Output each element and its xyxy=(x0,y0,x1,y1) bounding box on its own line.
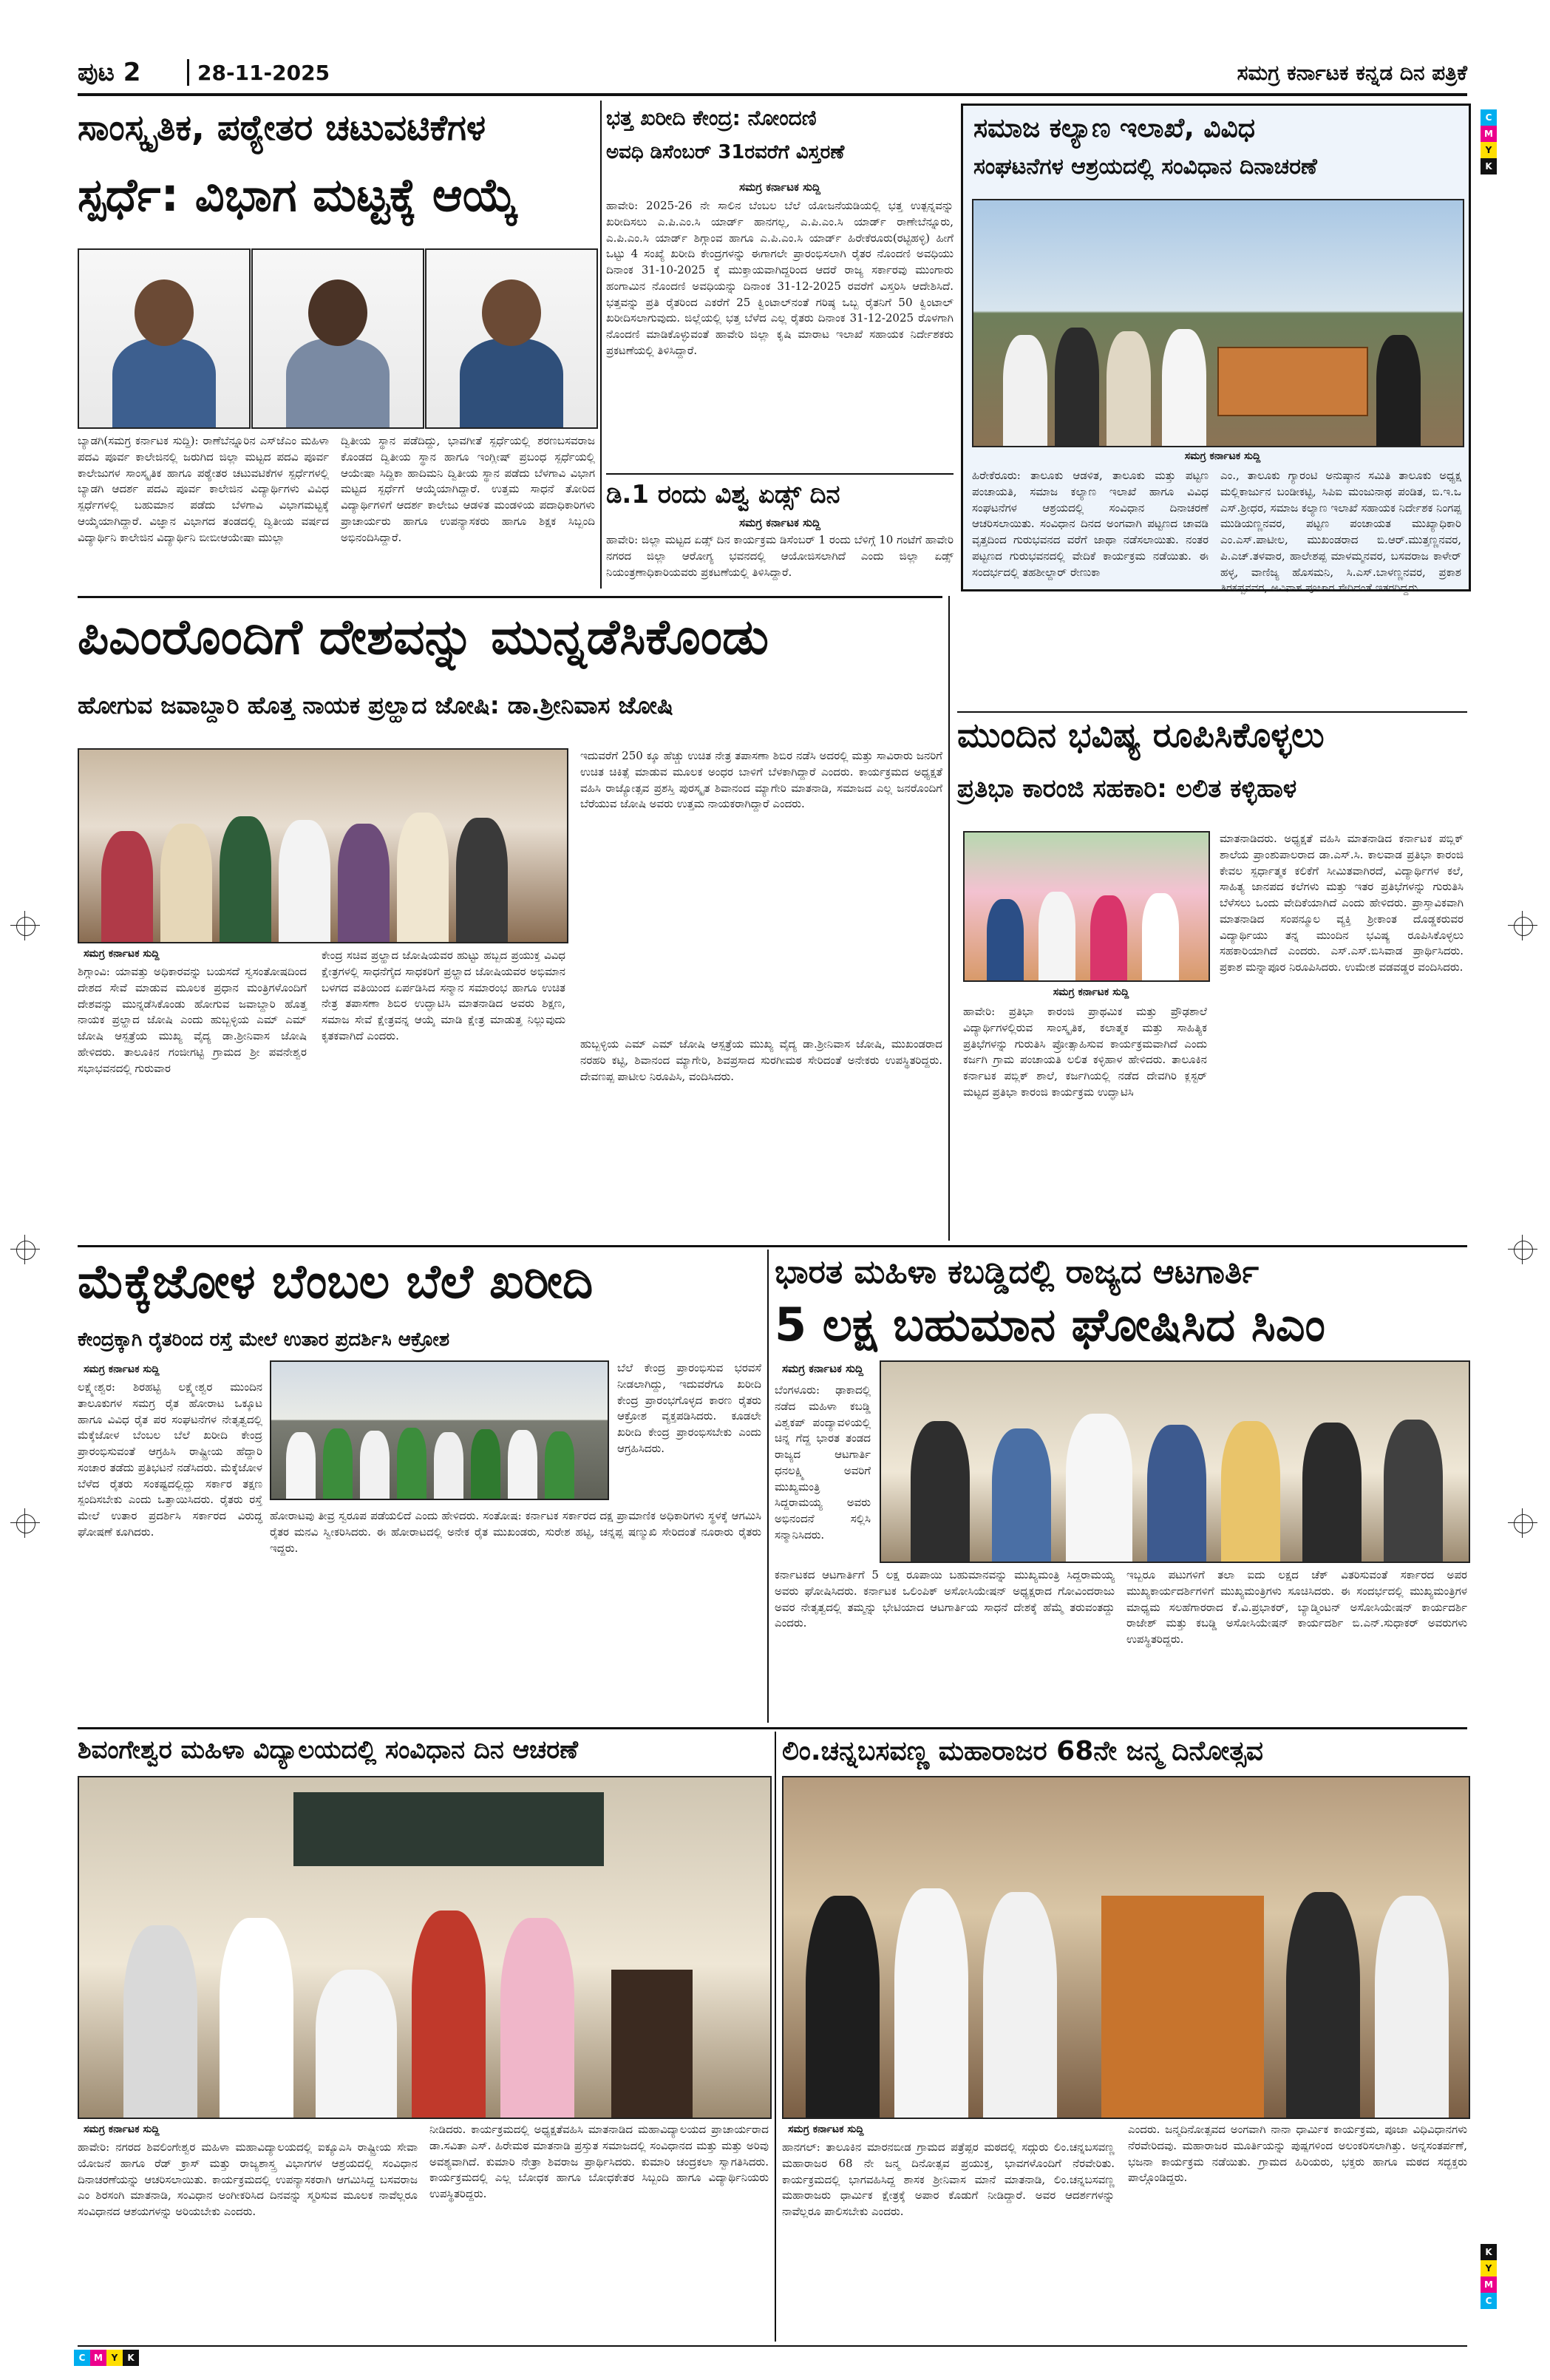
headline: ಮೆಕ್ಕೆಜೋಳ ಬೆಂಬಲ ಬೆಲೆ ಖರೀದಿ xyxy=(78,1255,594,1309)
article-body: ಕೇಂದ್ರ ಸಚಿವ ಪ್ರಲ್ಹಾದ ಜೋಷಿಯವರ ಹುಟ್ಟು ಹಬ್ಬದ ಪ್ರಯುಕ್ತ ವಿವಿಧ ಕ್ಷೇತ್ರಗಳಲ್ಲಿ ಸಾಧನೆಗೈದ ಸಾಧಕರಿಗೆ ಪ್ರಲ್ಹಾದ ಜೋಷಿಯವರ ಅಭಿಮಾನ ಬಳಗದ ವತಿಯಿಂದ ಏರ್ಪಡಿಸಿದ ಸನ್ಮಾನ ಸಮಾರಂಭ ಹಾಗೂ ಉಚಿತ ನೇತ್ರ ತಪಾಸಣಾ ಶಿಬಿರ ಉದ್ಘಾಟಿಸಿ ಮಾತನಾಡಿದ ಅವರು ಶಿಕ್ಷಣ, ಸಮಾಜ ಸೇವೆ ಕ್ಷೇತ್ರವನ್ನ ಆಯ್ಕೆ ಮಾಡಿ ಕ್ಷೇತ್ರ ಮಾಡುತ್ತ ನಿಲ್ಲುವುದು ಕೃತಕವಾಗಿದೆ ಎಂದರು. xyxy=(322,949,565,1042)
cmyk-y: Y xyxy=(106,2350,123,2366)
footer-rule xyxy=(78,2345,1467,2347)
section-rule xyxy=(78,1245,1467,1247)
section-rule xyxy=(957,711,1467,713)
headline: ಲಿಂ.ಚನ್ನಬಸವಣ್ಣ ಮಹಾರಾಜರ 68ನೇ ಜನ್ಮ ದಿನೋತ್ಸವ xyxy=(782,1736,1263,1766)
page-date: 28-11-2025 xyxy=(197,61,330,85)
headline: ಸ್ಪರ್ಧೆ: ವಿಭಾಗ ಮಟ್ಟಕ್ಕೆ ಆಯ್ಕೆ xyxy=(78,168,518,222)
photo-caption: ಸಮಗ್ರ ಕರ್ನಾಟಕ ಸುದ್ದಿ xyxy=(84,948,160,960)
article-body: ಹಾನಗಲ್: ತಾಲೂಕಿನ ಮಾರನಬೀಡ ಗ್ರಾಮದ ಪತ್ರೆಪ್ಪರ ಮಠದಲ್ಲಿ ಸದ್ಗುರು ಲಿಂ.ಚನ್ನಬಸವಣ್ಣ ಮಹಾರಾಜರ 68 ನೇ ಜನ್ಮ ದಿನೋತ್ಸವ ಪ್ರಯುಕ್ತ, ಭಾವಗಳೊಂದಿಗೆ ನೆರವೇರಿತು. ಕಾರ್ಯಕ್ರಮದಲ್ಲಿ ಭಾಗವಹಿಸಿದ್ದ ಶಾಸಕ ಶ್ರೀನಿವಾಸ ಮಾನೆ ಮಾತನಾಡಿ, ಲಿಂ.ಚನ್ನಬಸವಣ್ಣ ಮಹಾರಾಜರು ಧಾರ್ಮಿಕ ಕ್ಷೇತ್ರಕ್ಕೆ ಅಪಾರ ಕೊಡುಗೆ ನೀಡಿದ್ದಾರೆ. ಅವರ ಆದರ್ಶಗಳನ್ನು ನಾವೆಲ್ಲರೂ ಪಾಲಿಸಬೇಕು ಎಂದರು. xyxy=(782,2140,1115,2218)
cmyk-c: C xyxy=(1481,109,1497,126)
article-constitution-day-hirekerur xyxy=(961,104,1471,595)
photo-caption: ಸಮಗ್ರ ಕರ್ನಾಟಕ ಸುದ್ದಿ xyxy=(84,1363,160,1375)
section-rule xyxy=(78,596,942,598)
registration-mark-icon xyxy=(1508,1508,1537,1538)
cmyk-k: K xyxy=(123,2350,139,2366)
article-body: ಬೆಲೆ ಕೇಂದ್ರ ಪ್ರಾರಂಭಿಸುವ ಭರವಸೆ ನೀಡಲಾಗಿದ್ದು, ಇದುವರೆಗೂ ಖರೀದಿ ಕೇಂದ್ರ ಪ್ರಾರಂಭಗೊಳ್ಳದ ಕಾರಣ ರೈತರು ಆಕ್ರೋಶ ವ್ಯಕ್ತಪಡಿಸಿದರು. ಕೂಡಲೇ ಖರೀದಿ ಕೇಂದ್ರ ಪ್ರಾರಂಭಿಸಬೇಕು ಎಂದು ಆಗ್ರಹಿಸಿದರು. xyxy=(617,1361,761,1455)
article-body: ಲಕ್ಷ್ಮೇಶ್ವರ: ಶಿರಹಟ್ಟಿ ಲಕ್ಷ್ಮೇಶ್ವರ ಮುಂದಿನ ತಾಲೂಕುಗಳ ಸಮಗ್ರ ರೈತ ಹೋರಾಟ ಒಕ್ಕೂಟ ಹಾಗೂ ವಿವಿಧ ರೈತ ಪರ ಸಂಘಟನೆಗಳ ನೇತೃತ್ವದಲ್ಲಿ ಮೆಕ್ಕೆಜೋಳ ಬೆಂಬಲ ಬೆಲೆ ಖರೀದಿ ಕೇಂದ್ರ ಪ್ರಾರಂಭಿಸುವಂತೆ ಆಗ್ರಹಿಸಿ ರಾಷ್ಟ್ರೀಯ ಹೆದ್ದಾರಿ ಸಂಚಾರ ತಡೆದು ಪ್ರತಿಭಟನೆ ನಡೆಸಿದರು. ಮೆಕ್ಕೆಜೋಳ ಬೆಳೆದ ರೈತರು ಸಂಕಷ್ಟದಲ್ಲಿದ್ದು ಸರ್ಕಾರ ತಕ್ಷಣ ಸ್ಪಂದಿಸಬೇಕು ಎಂದು ಒತ್ತಾಯಿಸಿದರು. ರೈತರು ರಸ್ತೆ ಮೇಲೆ ಉತಾರ ಪ್ರದರ್ಶಿಸಿ ಸರ್ಕಾರದ ವಿರುದ್ಧ ಘೋಷಣೆ ಕೂಗಿದರು. xyxy=(78,1380,262,1539)
registration-mark-icon xyxy=(1508,911,1537,940)
headline: ಹೋಗುವ ಜವಾಬ್ದಾರಿ ಹೊತ್ತ ನಾಯಕ ಪ್ರಲ್ಹಾದ ಜೋಷಿ: ಡಾ.ಶ್ರೀನಿವಾಸ ಜೋಷಿ xyxy=(78,691,673,719)
headline: ಸಮಾಜ ಕಲ್ಯಾಣ ಇಲಾಖೆ, ವಿವಿಧ xyxy=(973,113,1256,143)
masthead xyxy=(78,56,1467,92)
headline: ಕೇಂದ್ರಕ್ಕಾಗಿ ರೈತರಿಂದ ರಸ್ತೆ ಮೇಲೆ ಉತಾರ ಪ್ರದರ್ಶಿಸಿ ಆಕ್ರೋಶ xyxy=(78,1329,450,1351)
article-body: ಇದುವರೆಗೆ 250 ಕ್ಕೂ ಹೆಚ್ಚು ಉಚಿತ ನೇತ್ರ ತಪಾಸಣಾ ಶಿಬಿರ ನಡೆಸಿ ಅದರಲ್ಲಿ ಮತ್ತು ಸಾವಿರಾರು ಜನರಿಗೆ ಉಚಿತ ಚಿಕಿತ್ಸೆ ಮಾಡುವ ಮೂಲಕ ಅಂಧರ ಬಾಳಿಗೆ ಬೆಳಕಾಗಿದ್ದಾರೆ ಎಂದರು. ಕಾರ್ಯಕ್ರಮದ ಅಧ್ಯಕ್ಷತೆ ವಹಿಸಿ ರಾಜ್ಯೋತ್ಸವ ಪ್ರಶಸ್ತಿ ಪುರಸ್ಕೃತ ಶಿವಾನಂದ ಮ್ಯಾಗೇರಿ ಮಾತನಾಡಿ, ಸಮಾಜದ ಎಲ್ಲ ಜನರೊಂದಿಗೆ ಬೆರೆಯುವ ಜೋಷಿ ಅವರು ಉತ್ತಮ ನಾಯಕರಾಗಿದ್ದಾರೆ ಎಂದರು. xyxy=(580,749,942,811)
cmyk-k: K xyxy=(1481,158,1497,174)
cmyk-m: M xyxy=(1481,126,1497,142)
article-body: ಎಂ., ತಾಲೂಕು ಗ್ಯಾರಂಟಿ ಅನುಷ್ಠಾನ ಸಮಿತಿ ತಾಲೂಕು ಅಧ್ಯಕ್ಷ ಮಲ್ಲಿಕಾರ್ಜುನ ಬಂಡೀಕಟ್ಟಿ, ಸಿಪಿಐ ಮಂಜುನಾಥ ಪಂಡಿತ, ಬಿ.ಇ.ಒ ಎಸ್.ಶ್ರೀಧರ, ಸಮಾಜ ಕಲ್ಯಾಣ ಇಲಾಖೆ ಸಹಾಯಕ ನಿರ್ದೇಶಕ ನಿಂಗಪ್ಪ ಮುಡಿಯಣ್ಣನವರ, ಪಟ್ಟಣ ಪಂಚಾಯತ ಮುಖ್ಯಾಧಿಕಾರಿ ಎಂ.ಎಸ್.ಪಾಟೀಲ, ಮುಖಂಡರಾದ ಬಿ.ಆರ್.ಮುತ್ತಣ್ಣನವರ, ಪಿ.ಎಚ್.ತಳವಾರ, ಹಾಲೇಶಪ್ಪ ಮಾಳಮ್ಮನವರ, ಬಸವರಾಜ ಕಾಳೇರ್ ಹಳ್ಳ, ವಾಣಿಜ್ಯ ಹೊಸಮನಿ, ಸಿ.ಎಸ್.ಬಾಳಣ್ಣನವರ, ಪ್ರಕಾಶ ತಿರಕಪ್ಪನವರ, ಅವಿನಾಶ ಪೂಜಾರ ಸೇರಿದಂತೆ ಇತರರಿದ್ದರು. xyxy=(1220,469,1461,595)
column-rule xyxy=(600,101,602,589)
headline: 5 ಲಕ್ಷ ಬಹುಮಾನ ಘೋಷಿಸಿದ ಸಿಎಂ xyxy=(775,1298,1326,1352)
article-body: ಇಬ್ಬರೂ ಪಟುಗಳಿಗೆ ತಲಾ ಐದು ಲಕ್ಷದ ಚೆಕ್ ವಿತರಿಸುವಂತೆ ಸರ್ಕಾರದ ಅಪರ ಮುಖ್ಯಕಾರ್ಯದರ್ಶಿಗಳಿಗೆ ಮುಖ್ಯಮಂತ್ರಿಗಳು ಸೂಚಿಸಿದರು. ಈ ಸಂದರ್ಭದಲ್ಲಿ ಮುಖ್ಯಮಂತ್ರಿಗಳ ಮಾಧ್ಯಮ ಸಲಹೆಗಾರರಾದ ಕೆ.ವಿ.ಪ್ರಭಾಕರ್, ಬ್ಯಾಡ್ಮಿಂಟನ್ ಅಸೋಸಿಯೇಷನ್ ಕಾರ್ಯದರ್ಶಿ ರಾಜೇಶ್ ಮತ್ತು ಕಬಡ್ಡಿ ಅಸೋಸಿಯೇಷನ್ ಕಾರ್ಯದರ್ಶಿ ಬಿ.ಎನ್.ಸುಧಾಕರ್ ಅವರುಗಳು ಉಪಸ್ಥಿತರಿದ್ದರು. xyxy=(1126,1568,1467,1646)
photo-caption: ಸಮಗ್ರ ಕರ್ನಾಟಕ ಸುದ್ದಿ xyxy=(1053,986,1129,998)
column-rule xyxy=(775,1732,776,2342)
article-body: ಬ್ಯಾಡಗಿ(ಸಮಗ್ರ ಕರ್ನಾಟಕ ಸುದ್ದಿ): ರಾಣೆಬೆನ್ನೂರಿನ ಎಸ್‌ಜೆಎಂ ಮಹಿಳಾ ಪದವಿ ಪೂರ್ವ ಕಾಲೇಜಿನಲ್ಲಿ ಜರುಗಿದ ಜಿಲ್ಲಾ ಮಟ್ಟದ ಪದವಿ ಪೂರ್ವ ಕಾಲೇಜುಗಳ ಸಾಂಸ್ಕೃತಿಕ ಹಾಗೂ ಪಠ್ಯೇತರ ಚಟುವಟಿಕೆಗಳ ಸ್ಪರ್ಧೆಗಳಲ್ಲಿ ಬ್ಯಾಡಗಿ ಆದರ್ಶ ಪದವಿ ಪೂರ್ವ ಕಾಲೇಜಿನ ವಿದ್ಯಾರ್ಥಿಗಳು ವಿವಿಧ ಸ್ಪರ್ಧೆಗಳಲ್ಲಿ ಬಹುಮಾನ ಪಡೆದು ಬೆಳಗಾವಿ ವಿಭಾಗಮಟ್ಟಕ್ಕೆ ಆಯ್ಕೆಯಾಗಿದ್ದಾರೆ. ವಿಜ್ಞಾನ ವಿಭಾಗದ ತಂಡದಲ್ಲಿ ದ್ವಿತೀಯ ವರ್ಷದ ವಿದ್ಯಾರ್ಥಿನಿ ಕಾಲೇಜಿನ ವಿದ್ಯಾರ್ಥಿನಿ ಬೀಬೀಆಯೇಷಾ ಮುಲ್ಲಾ xyxy=(78,434,329,544)
article-pratibha-karanji xyxy=(957,600,1467,1241)
cmyk-y: Y xyxy=(1481,142,1497,158)
protest-photo xyxy=(270,1360,609,1500)
cm-felicitation-photo xyxy=(880,1360,1470,1563)
college-event-photo xyxy=(78,1776,772,2119)
byline: ಸಮಗ್ರ ಕರ್ನಾಟಕ ಸುದ್ದಿ xyxy=(739,516,820,529)
headline: ಡಿ.1 ರಂದು ವಿಶ್ವ ಏಡ್ಸ್ ದಿನ xyxy=(606,480,840,509)
article-body: ಹಾವೇರಿ: ಪ್ರತಿಭಾ ಕಾರಂಜಿ ಪ್ರಾಥಮಿಕ ಮತ್ತು ಪ್ರೌಢಶಾಲೆ ವಿದ್ಯಾರ್ಥಿಗಳಲ್ಲಿರುವ ಸಾಂಸ್ಕೃತಿಕ, ಕಲಾತ್ಮಕ ಮತ್ತು ಸಾಹಿತ್ಯಿಕ ಪ್ರತಿಭೆಗಳನ್ನು ಗುರುತಿಸಿ ಪ್ರೋತ್ಸಾಹಿಸುವ ಕಾರ್ಯಕ್ರಮವಾಗಿದೆ ಎಂದು ಕರ್ಜಗಿ ಗ್ರಾಮ ಪಂಚಾಯತಿ ಲಲಿತ ಕಳ್ಳಿಹಾಳ ಹೇಳಿದರು. ತಾಲೂಕಿನ ಕರ್ನಾಟಕ ಪಬ್ಲಿಕ್ ಶಾಲೆ, ಕರ್ಜಗಿಯಲ್ಲಿ ನಡೆದ ದೇವಗಿರಿ ಕ್ಲಸ್ಟರ್ ಮಟ್ಟದ ಪ್ರತಿಭಾ ಕಾರಂಜಿ ಕಾರ್ಯಕ್ರಮ ಉದ್ಘಾಟಿಸಿ xyxy=(963,1005,1207,1099)
article-kabaddi-award xyxy=(775,1250,1467,1723)
article-body: ನೀಡಿದರು. ಕಾರ್ಯಕ್ರಮದಲ್ಲಿ ಅಧ್ಯಕ್ಷತೆವಹಿಸಿ ಮಾತನಾಡಿದ ಮಹಾವಿದ್ಯಾಲಯದ ಪ್ರಾಚಾರ್ಯರಾದ ಡಾ.ಸವಿತಾ ಎಸ್. ಹಿರೇಮಠ ಮಾತನಾಡಿ ಪ್ರಸ್ತುತ ಸಮಾಜದಲ್ಲಿ ಸಂವಿಧಾನದ ಮತ್ತು ಮತ್ತು ಅರಿವು ಅವಶ್ಯವಾಗಿದೆ. ಕುಮಾರಿ ನೇತ್ರಾ ಶಿವರಾಜ ಪ್ರಾರ್ಥಿಸಿದರು. ಕುಮಾರಿ ಚಂದ್ರಕಲಾ ಸ್ವಾಗತಿಸಿದರು. ಕಾರ್ಯಕ್ರಮದಲ್ಲಿ ಎಲ್ಲ ಬೋಧಕ ಹಾಗೂ ಬೋಧಕೇತರ ಸಿಬ್ಬಂದಿ ಹಾಗೂ ವಿದ್ಯಾರ್ಥಿನಿಯರು ಉಪಸ್ಥಿತರಿದ್ದರು. xyxy=(429,2123,769,2200)
cmyk-m: M xyxy=(1481,2276,1497,2293)
headline: ಸಾಂಸ್ಕೃತಿಕ, ಪಠ್ಯೇತರ ಚಟುವಟಿಕೆಗಳ xyxy=(78,107,486,149)
photo-caption: ಸಮಗ್ರ ಕರ್ನಾಟಕ ಸುದ್ದಿ xyxy=(788,2123,864,2135)
program-photo xyxy=(963,831,1210,982)
cmyk-y: Y xyxy=(1481,2260,1497,2276)
article-channabasavanna-jayanti xyxy=(782,1732,1467,2342)
article-paddy-procurement xyxy=(606,101,954,470)
registration-mark-icon xyxy=(10,911,40,940)
temple-event-photo xyxy=(782,1776,1470,2119)
article-pralhad-joshi xyxy=(78,600,942,1241)
section-rule xyxy=(78,1727,1467,1729)
headline: ಭಾರತ ಮಹಿಳಾ ಕಬಡ್ಡಿದಲ್ಲಿ ರಾಜ್ಯದ ಆಟಗಾರ್ತಿ xyxy=(775,1253,1260,1291)
article-body: ದ್ವಿತೀಯ ಸ್ಥಾನ ಪಡೆದಿದ್ದು, ಭಾವಗೀತೆ ಸ್ಪರ್ಧೆಯಲ್ಲಿ ಶರಣಬಸವರಾಜ ಕೊಂಡದ ದ್ವಿತೀಯ ಸ್ಥಾನ ಹಾಗೂ ಇಂಗ್ಲೀಷ್ ಪ್ರಬಂಧ ಸ್ಪರ್ಧೆಯಲ್ಲಿ ಆಯೇಷಾ ಸಿದ್ದಿಕಾ ಹಾದಿಮನಿ ದ್ವಿತೀಯ ಸ್ಥಾನ ಪಡೆದು ಬೆಳಗಾವಿ ವಿಭಾಗ ಮಟ್ಟದ ಸ್ಪರ್ಧೆಗೆ ಆಯ್ಕೆಯಾಗಿದ್ದಾರೆ. ಉತ್ತಮ ಸಾಧನೆ ತೋರಿದ ವಿದ್ಯಾರ್ಥಿಗಳಿಗೆ ಆದರ್ಶ ಕಾಲೇಜು ಆಡಳಿತ ಮಂಡಳಿಯ ಪದಾಧಿಕಾರಿಗಳು ಪ್ರಾಚಾರ್ಯರು ಹಾಗೂ ಉಪನ್ಯಾಸಕರು ಹಾಗೂ ಶಿಕ್ಷಕ ಸಿಬ್ಬಂದಿ ಅಭಿನಂದಿಸಿದ್ದಾರೆ. xyxy=(341,434,595,544)
registration-mark-icon xyxy=(10,1235,40,1264)
headline: ಪಿಎಂರೊಂದಿಗೆ ದೇಶವನ್ನು ಮುನ್ನಡೆಸಿಕೊಂಡು xyxy=(78,608,769,665)
cmyk-c: C xyxy=(1481,2293,1497,2309)
article-body: ಹಾವೇರಿ: ನಗರದ ಶಿವಲಿಂಗೇಶ್ವರ ಮಹಿಳಾ ಮಹಾವಿದ್ಯಾಲಯದಲ್ಲಿ ಐಕ್ಯೂಎಸಿ ರಾಷ್ಟ್ರೀಯ ಸೇವಾ ಯೋಜನೆ ಹಾಗೂ ರೆಡ್ ಕ್ರಾಸ್ ಮತ್ತು ರಾಜ್ಯಶಾಸ್ತ್ರ ವಿಭಾಗಗಳ ಆಶ್ರಯದಲ್ಲಿ ಸಂವಿಧಾನ ದಿನಾಚರಣೆಯನ್ನು ಆಚರಿಸಲಾಯಿತು. ಕಾರ್ಯಕ್ರಮದಲ್ಲಿ ಉಪನ್ಯಾಸಕರಾಗಿ ಆಗಮಿಸಿದ್ದ ಬಸವರಾಜ ಎಂ ಶಿರಸಂಗಿ ಮಾತನಾಡಿ, ಸಂವಿಧಾನ ಅಂಗೀಕರಿಸಿದ ದಿನವನ್ನು ಸ್ಮರಿಸುವ ಮೂಲಕ ನಾವೆಲ್ಲರೂ ಸಂವಿಧಾನದ ಆಶಯಗಳನ್ನು ಅರಿಯಬೇಕು ಎಂದರು. xyxy=(78,2140,418,2218)
cmyk-c: C xyxy=(74,2350,90,2366)
column-rule xyxy=(948,596,950,1241)
felicitation-photo xyxy=(78,748,568,943)
student-photo-2 xyxy=(251,248,424,429)
article-constitution-day-college xyxy=(78,1732,769,2342)
masthead-rule xyxy=(78,93,1467,96)
byline: ಸಮಗ್ರ ಕರ್ನಾಟಕ ಸುದ್ದಿ xyxy=(782,1362,863,1375)
article-cultural-competition xyxy=(78,101,595,589)
headline: ಅವಧಿ ಡಿಸೆಂಬರ್ 31ರವರೆಗೆ ವಿಸ್ತರಣೆ xyxy=(606,141,845,163)
article-body: ಹಾವೇರಿ: 2025-26 ನೇ ಸಾಲಿನ ಬೆಂಬಲ ಬೆಲೆ ಯೋಜನೆಯಡಿಯಲ್ಲಿ ಭತ್ತ ಉತ್ಪನ್ನವನ್ನು ಖರೀದಿಸಲು ಎ.ಪಿ.ಎಂ.ಸಿ ಯಾರ್ಡ್ ಹಾನಗಲ್ಲ, ಎ.ಪಿ.ಎಂ.ಸಿ ಯಾರ್ಡ್ ರಾಣೇಬೆನ್ನೂರು, ಎ.ಪಿ.ಎಂ.ಸಿ ಯಾರ್ಡ್ ಶಿಗ್ಗಾಂವ ಹಾಗೂ ಎ.ಪಿ.ಎಂ.ಸಿ ಯಾರ್ಡ್ ಹಿರೇಕೆರೂರು(ರಟ್ಟಿಹಳ್ಳಿ) ಹೀಗೆ ಒಟ್ಟು 4 ಸಂಖ್ಯೆ ಖರೀದಿ ಕೇಂದ್ರಗಳನ್ನು ಈಗಾಗಲೇ ಪ್ರಾರಂಭಿಸಲಾಗಿ ರೈತರ ನೊಂದಣಿ ಅವಧಿಯು ದಿನಾಂಕ 31-10-2025 ಕ್ಕೆ ಮುಕ್ತಾಯವಾಗಿದ್ದರಿಂದ ಆದರೆ ರಾಜ್ಯ ಸರ್ಕಾರವು ಮುಂಗಾರು ಹಂಗಾಮಿನ ನೊಂದಣಿ ಅವಧಿಯನ್ನು ದಿನಾಂಕ 31-12-2025 ರವರೆಗೆ ವಿಸ್ತರಿಸಿ ಆದೇಶಿಸಿದೆ. ಭತ್ತವನ್ನು ಪ್ರತಿ ರೈತರಿಂದ ಎಕರೆಗೆ 25 ಕ್ವಿಂಟಾಲ್‌ನಂತೆ ಗರಿಷ್ಠ ಒಬ್ಬ ರೈತನಿಗೆ 50 ಕ್ವಿಂಟಾಲ್ ಖರೀದಿಸಲಾಗುವುದು. ಜಿಲ್ಲೆಯಲ್ಲಿ ಭತ್ತ ಬೆಳೆದ ಎಲ್ಲ ರೈತರು ದಿನಾಂಕ 31-12-2025 ರೊಳಗಾಗಿ ನೊಂದಣಿ ಮಾಡಿಕೊಳ್ಳುವಂತೆ ಹಾವೇರಿ ಜಿಲ್ಲಾ ಕೃಷಿ ಮಾರಾಟ ಇಲಾಖೆ ಸಹಾಯಕ ನಿರ್ದೇಶಕರು ಪ್ರಕಟಣೆಯಲ್ಲಿ ತಿಳಿಸಿದ್ದಾರೆ. xyxy=(606,199,954,357)
article-body: ಶಿಗ್ಗಾಂವಿ: ಯಾವತ್ತು ಅಧಿಕಾರವನ್ನು ಬಯಸದೆ ಸ್ವಸಂತೋಷದಿಂದ ದೇಶದ ಸೇವೆ ಮಾಡುವ ಮೂಲಕ ಪ್ರಧಾನ ಮಂತ್ರಿಗಳೊಂದಿಗೆ ದೇಶವನ್ನು ಮುನ್ನಡೆಸಿಕೊಂಡು ಹೋಗುವ ಜವಾಬ್ದಾರಿ ಹೊತ್ತ ನಾಯಕ ಪ್ರಲ್ಹಾದ ಜೋಷಿ ಎಂದು ಹುಬ್ಬಳ್ಳಿಯ ಎಮ್ ಎಮ್ ಜೋಷಿ ಆಸ್ಪತ್ರೆಯ ಮುಖ್ಯ ವೈದ್ಯ ಡಾ.ಶ್ರೀನಿವಾಸ ಜೋಷಿ ಹೇಳಿದರು. ತಾಲೂಕಿನ ಗಂಜೀಗಟ್ಟಿ ಗ್ರಾಮದ ಶ್ರೀ ಪವನೇಶ್ವರ ಸಭಾಭವನದಲ್ಲಿ ಗುರುವಾರ xyxy=(78,965,307,1075)
article-body: ಬೆಂಗಳೂರು: ಢಾಕಾದಲ್ಲಿ ನಡೆದ ಮಹಿಳಾ ಕಬಡ್ಡಿ ವಿಶ್ವಕಪ್ ಪಂದ್ಯಾವಳಿಯಲ್ಲಿ ಚಿನ್ನ ಗೆದ್ದ ಭಾರತ ತಂಡದ ರಾಜ್ಯದ ಆಟಗಾರ್ತಿ ಧನಲಕ್ಷ್ಮಿ ಅವರಿಗೆ ಮುಖ್ಯಮಂತ್ರಿ ಸಿದ್ದರಾಮಯ್ಯ ಅವರು ಅಭಿನಂದನೆ ಸಲ್ಲಿಸಿ ಸನ್ಮಾನಿಸಿದರು. xyxy=(775,1383,871,1542)
page-label: ಪುಟ 2 xyxy=(78,58,141,87)
article-body: ಮಾತನಾಡಿದರು. ಅಧ್ಯಕ್ಷತೆ ವಹಿಸಿ ಮಾತನಾಡಿದ ಕರ್ನಾಟಕ ಪಬ್ಲಿಕ್ ಶಾಲೆಯ ಪ್ರಾಂಶುಪಾಲರಾದ ಡಾ.ಎಸ್.ಸಿ. ಕಾಲವಾಡ ಪ್ರತಿಭಾ ಕಾರಂಜಿ ಕೇವಲ ಸ್ಪರ್ಧಾತ್ಮಕ ಕಲಿಕೆಗೆ ಸೀಮಿತವಾಗಿರದೆ, ವಿದ್ಯಾರ್ಥಿಗಳ ಕಲೆ, ಸಾಹಿತ್ಯ ಜಾನಪದ ಕಲೆಗಳು ಮತ್ತು ಇತರ ಪ್ರತಿಭೆಗಳನ್ನು ಗುರುತಿಸಿ ಬೆಳೆಸಲು ಒಂದು ವೇದಿಕೆಯಾಗಿದೆ ಎಂದು ಹೇಳಿದರು. ಪ್ರಾಸ್ತಾವಿಕವಾಗಿ ಮಾತನಾಡಿದ ಸಂಪನ್ಮೂಲ ವ್ಯಕ್ತಿ ಶ್ರೀಕಾಂತ ದೊಡ್ಡಕರುವರ ವಿದ್ಯಾರ್ಥಿಯು ತನ್ನ ಮುಂದಿನ ಭವಿಷ್ಯ ರೂಪಿಸಿಕೊಳ್ಳಲು ಸಹಕಾರಿಯಾಗಿದೆ ಎಂದರು. ಎಸ್.ಎಸ್.ಬಿಸಿವಾಡ ಪ್ರಾರ್ಥಿಸಿದರು. ಪ್ರಕಾಶ ಮನ್ನಾಪೂರ ನಿರೂಪಿಸಿದರು. ಉಮೇಶ ವಡವಡ್ಡರ ವಂದಿಸಿದರು. xyxy=(1220,832,1464,974)
rally-photo xyxy=(972,199,1464,447)
article-body: ಹುಬ್ಬಳ್ಳಿಯ ಎಮ್ ಎಮ್ ಜೋಷಿ ಆಸ್ಪತ್ರೆಯ ಮುಖ್ಯ ವೈದ್ಯ ಡಾ.ಶ್ರೀನಿವಾಸ ಜೋಷಿ, ಮುಖಂಡರಾದ ನರಹರಿ ಕಟ್ಟಿ, ಶಿವಾನಂದ ಮ್ಯಾಗೇರಿ, ಶಿವಪ್ರಸಾದ ಸುರಗೀಮಠ ಸೇರಿದಂತೆ ಅನೇಕರು ಉಪಸ್ಥಿತರಿದ್ದರು. ದೇವಣಪ್ಪ ಪಾಟೀಲ ನಿರೂಪಿಸಿ, ವಂದಿಸಿದರು. xyxy=(580,1037,942,1083)
article-aids-day xyxy=(606,481,954,589)
headline: ಭತ್ತ ಖರೀದಿ ಕೇಂದ್ರ: ನೋಂದಣಿ xyxy=(606,106,817,130)
paper-name: ಸಮಗ್ರ ಕರ್ನಾಟಕ ಕನ್ನಡ ದಿನ ಪತ್ರಿಕೆ xyxy=(1237,61,1467,85)
byline: ಸಮಗ್ರ ಕರ್ನಾಟಕ ಸುದ್ದಿ xyxy=(739,180,820,194)
photo-caption: ಸಮಗ್ರ ಕರ್ನಾಟಕ ಸುದ್ದಿ xyxy=(1184,450,1261,462)
article-body: ಕರ್ನಾಟಕದ ಆಟಗಾರ್ತಿಗೆ 5 ಲಕ್ಷ ರೂಪಾಯಿ ಬಹುಮಾನವನ್ನು ಮುಖ್ಯಮಂತ್ರಿ ಸಿದ್ದರಾಮಯ್ಯ ಅವರು ಘೋಷಿಸಿದರು. ಕರ್ನಾಟಕ ಒಲಿಂಪಿಕ್ ಅಸೋಸಿಯೇಷನ್ ಅಧ್ಯಕ್ಷರಾದ ಗೋವಿಂದರಾಜು ಅವರ ನೇತೃತ್ವದಲ್ಲಿ ತಮ್ಮನ್ನು ಭೇಟಿಯಾದ ಆಟಗಾರ್ತಿಯ ಸಾಧನೆ ದೇಶಕ್ಕೆ ಹೆಮ್ಮೆ ತರುವಂತದ್ದು ಎಂದರು. xyxy=(775,1568,1115,1630)
column-rule xyxy=(767,1250,769,1723)
section-rule xyxy=(606,473,954,475)
article-maize-procurement xyxy=(78,1250,761,1723)
student-photo-3 xyxy=(425,248,598,429)
registration-mark-icon xyxy=(1508,1235,1537,1264)
photo-caption: ಸಮಗ್ರ ಕರ್ನಾಟಕ ಸುದ್ದಿ xyxy=(84,2123,160,2135)
article-body: ಹೋರಾಟವು ತೀವ್ರ ಸ್ವರೂಪ ಪಡೆಯಲಿದೆ ಎಂದು ಹೇಳಿದರು. ಸಂತೋಷ: ಕರ್ನಾಟಕ ಸರ್ಕಾರದ ದಕ್ಷ ಪ್ರಾಮಾಣಿಕ ಅಧಿಕಾರಿಗಳು ಸ್ಥಳಕ್ಕೆ ಆಗಮಿಸಿ ರೈತರ ಮನವಿ ಸ್ವೀಕರಿಸಿದರು. ಈ ಹೋರಾಟದಲ್ಲಿ ಅನೇಕ ರೈತ ಮುಖಂಡರು, ಸುರೇಶ ಹಟ್ಟಿ, ಚನ್ನಪ್ಪ ಷಣ್ಮುಖಿ ಸೇರಿದಂತೆ ನೂರಾರು ರೈತರು ಇದ್ದರು. xyxy=(270,1509,761,1555)
headline: ಸಂಘಟನೆಗಳ ಆಶ್ರಯದಲ್ಲಿ ಸಂವಿಧಾನ ದಿನಾಚರಣೆ xyxy=(973,154,1317,180)
masthead-divider xyxy=(187,59,189,86)
cmyk-m: M xyxy=(90,2350,106,2366)
headline: ಶಿವಂಗೇಶ್ವರ ಮಹಿಳಾ ವಿದ್ಯಾಲಯದಲ್ಲಿ ಸಂವಿಧಾನ ದಿನ ಆಚರಣೆ xyxy=(78,1735,578,1765)
headline: ಮುಂದಿನ ಭವಿಷ್ಯ ರೂಪಿಸಿಕೊಳ್ಳಲು xyxy=(957,715,1325,755)
article-body: ಎಂದರು. ಜನ್ಮದಿನೋತ್ಸವದ ಅಂಗವಾಗಿ ನಾನಾ ಧಾರ್ಮಿಕ ಕಾರ್ಯಕ್ರಮ, ಪೂಜಾ ವಿಧಿವಿಧಾನಗಳು ನೆರವೇರಿದವು. ಮಹಾರಾಜರ ಮೂರ್ತಿಯನ್ನು ಪುಷ್ಪಗಳಿಂದ ಅಲಂಕರಿಸಲಾಗಿತ್ತು. ಅನ್ನಸಂತರ್ಪಣೆ, ಭಜನಾ ಕಾರ್ಯಕ್ರಮ ನಡೆಯಿತು. ಗ್ರಾಮದ ಹಿರಿಯರು, ಭಕ್ತರು ಹಾಗೂ ಮಠದ ಸದ್ಭಕ್ತರು ಪಾಲ್ಗೊಂಡಿದ್ದರು. xyxy=(1128,2123,1467,2185)
registration-mark-icon xyxy=(10,1508,40,1538)
article-body: ಹಾವೇರಿ: ಜಿಲ್ಲಾ ಮಟ್ಟದ ಏಡ್ಸ್ ದಿನ ಕಾರ್ಯಕ್ರಮ ಡಿಸೆಂಬರ್ 1 ರಂದು ಬೆಳಿಗ್ಗೆ 10 ಗಂಟೆಗೆ ಹಾವೇರಿ ನಗರದ ಜಿಲ್ಲಾ ಆರೋಗ್ಯ ಭವನದಲ್ಲಿ ಆಯೋಜಿಸಲಾಗಿದೆ ಎಂದು ಜಿಲ್ಲಾ ಏಡ್ಸ್ ನಿಯಂತ್ರಣಾಧಿಕಾರಿಯವರು ಪ್ರಕಟಣೆಯಲ್ಲಿ ತಿಳಿಸಿದ್ದಾರೆ. xyxy=(606,533,954,579)
cmyk-k: K xyxy=(1481,2244,1497,2260)
headline: ಪ್ರತಿಭಾ ಕಾರಂಜಿ ಸಹಕಾರಿ: ಲಲಿತ ಕಳ್ಳಿಹಾಳ xyxy=(957,774,1297,804)
article-body: ಹಿರೇಕೆರೂರು: ತಾಲೂಕು ಆಡಳಿತ, ತಾಲೂಕು ಮತ್ತು ಪಟ್ಟಣ ಪಂಚಾಯತಿ, ಸಮಾಜ ಕಲ್ಯಾಣ ಇಲಾಖೆ ಹಾಗೂ ವಿವಿಧ ಸಂಘಟನೆಗಳ ಆಶ್ರಯದಲ್ಲಿ ಸಂವಿಧಾನ ದಿನಾಚರಣೆ ಆಚರಿಸಲಾಯಿತು. ಸಂವಿಧಾನ ದಿನದ ಅಂಗವಾಗಿ ಪಟ್ಟಣದ ಚಾವಡಿ ವೃತ್ತದಿಂದ ಗುರುಭವನದ ವರೆಗೆ ಜಾಥಾ ನಡೆಸಲಾಯಿತು. ನಂತರ ಪಟ್ಟಣದ ಗುರುಭವನದಲ್ಲಿ ವೇದಿಕೆ ಕಾರ್ಯಕ್ರಮ ನಡೆಯಿತು. ಈ ಸಂದರ್ಭದಲ್ಲಿ ತಹಶೀಲ್ದಾರ್ ರೇಣುಕಾ xyxy=(972,469,1209,579)
student-photo-1 xyxy=(78,248,251,429)
